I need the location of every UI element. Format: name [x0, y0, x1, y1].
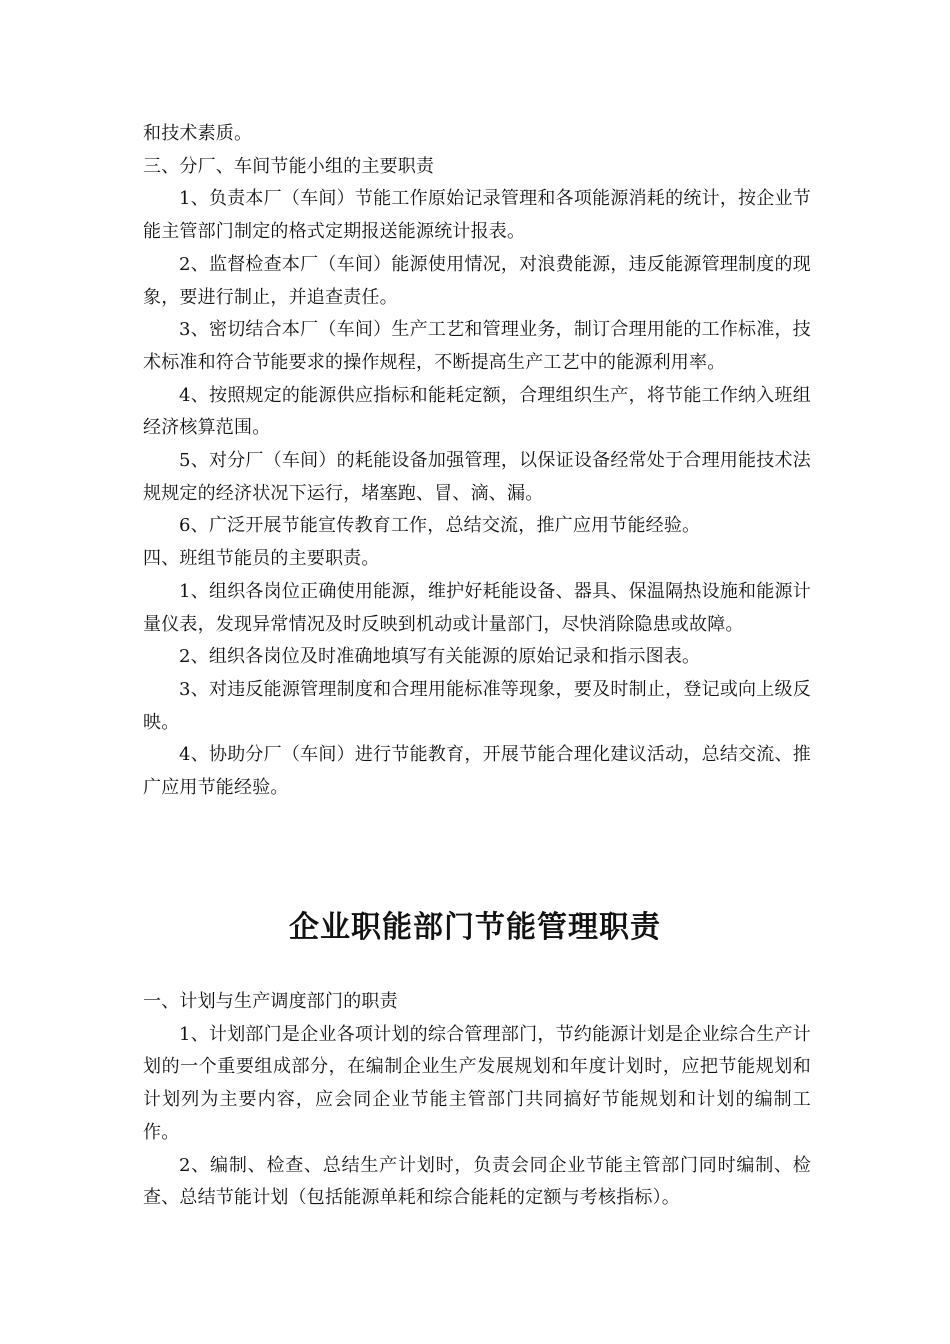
paragraph-item: 1、组织各岗位正确使用能源，维护好耗能设备、器具、保温隔热设施和能源计量仪表，发现异常情况及时反映到机动或计量部门，尽快消除隐患或故障。	[143, 580, 811, 635]
duties-section-top	[143, 118, 811, 805]
duties-section-bottom	[143, 986, 811, 1215]
paragraph-item: 4、协助分厂（车间）进行节能教育，开展节能合理化建议活动，总结交流、推广应用节能经验。	[143, 744, 811, 799]
paragraph-item: 3、密切结合本厂（车间）生产工艺和管理业务，制订合理用能的工作标准，技术标准和符合节能要求的操作规程，不断提高生产工艺中的能源利用率。	[143, 319, 811, 373]
paragraph-item: 3、对违反能源管理制度和合理用能标准等现象，要及时制止，登记或向上级反映。	[143, 678, 811, 733]
paragraph-continuation: 和技术素质。	[143, 123, 253, 144]
paragraph-item: 2、组织各岗位及时准确地填写有关能源的原始记录和指示图表。	[179, 646, 701, 668]
paragraph-item: 5、对分厂（车间）的耗能设备加强管理，以保证设备经常处于合理用能技术法规规定的经济状况下运行，堵塞跑、冒、滴、漏。	[143, 450, 811, 504]
heading-planning-dispatch-duties: 一、计划与生产调度部门的职责	[143, 991, 398, 1012]
paragraph-item: 1、负责本厂（车间）节能工作原始记录管理和各项能源消耗的统计，按企业节能主管部门制定的格式定期报送能源统计报表。	[143, 188, 811, 243]
paragraph-item: 1、计划部门是企业各项计划的综合管理部门，节约能源计划是企业综合生产计划的一个重要组成部分，在编制企业生产发展规划和年度计划时，应把节能规划和计划列为主要内容，应会同企业节能主管部门共同搞好节能规划和计划的编制工作。	[143, 1023, 811, 1143]
paragraph-item: 2、编制、检查、总结生产计划时，负责会同企业节能主管部门同时编制、检查、总结节能计划（包括能源单耗和综合能耗的定额与考核指标）。	[143, 1154, 811, 1209]
page-title: 企业职能部门节能管理职责	[289, 910, 661, 945]
heading-team-energy-officer-duties: 四、班组节能员的主要职责。	[143, 548, 380, 570]
paragraph-item: 6、广泛开展节能宣传教育工作，总结交流，推广应用节能经验。	[179, 515, 701, 537]
paragraph-item: 2、监督检查本厂（车间）能源使用情况，对浪费能源，违反能源管理制度的现象，要进行制止，并追查责任。	[143, 253, 811, 308]
heading-workshop-group-duties: 三、分厂、车间节能小组的主要职责	[143, 155, 435, 177]
paragraph-item: 4、按照规定的能源供应指标和能耗定额，合理组织生产，将节能工作纳入班组经济核算范围。	[143, 384, 811, 439]
